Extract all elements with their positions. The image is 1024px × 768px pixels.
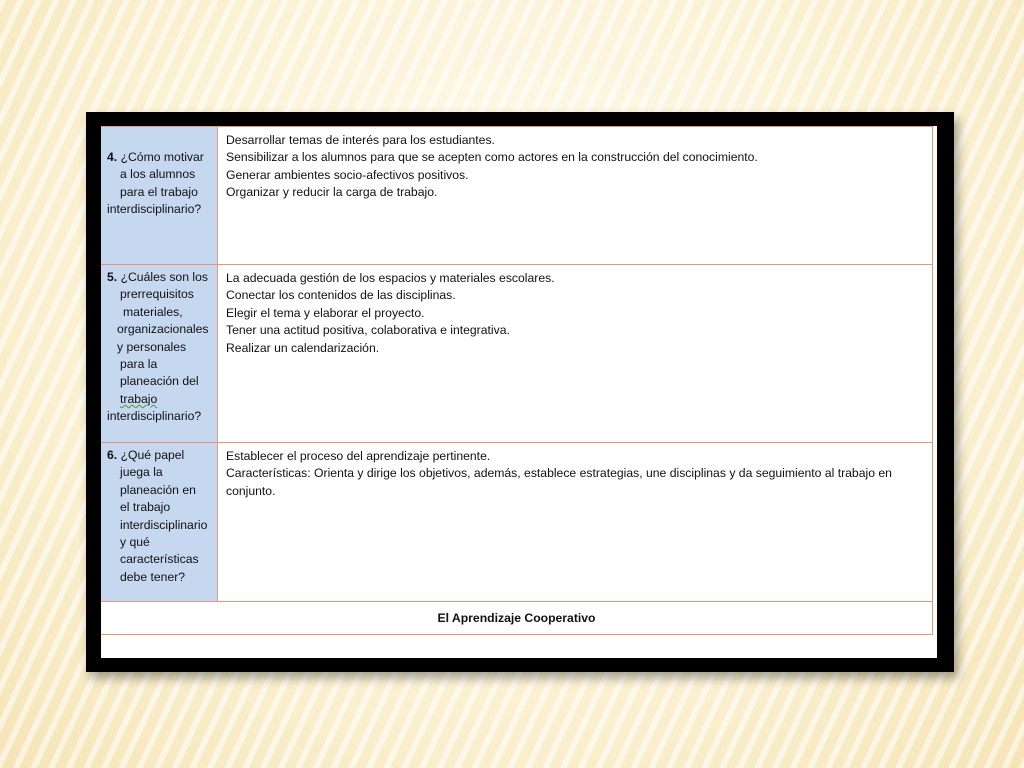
- question-number: 5.: [107, 270, 118, 284]
- question-line: planeación en: [120, 482, 196, 497]
- question-cell: [101, 265, 218, 442]
- question-number: 4.: [107, 150, 118, 164]
- table-row: [101, 126, 933, 265]
- question-line: materiales,: [123, 304, 183, 319]
- answer-line: Establecer el proceso del aprendizaje pertinente.: [226, 449, 491, 463]
- question-line: a los alumnos: [120, 167, 196, 182]
- question-line: para la: [120, 357, 158, 372]
- table-footer: [101, 602, 933, 635]
- question-line: interdisciplinario?: [107, 202, 202, 217]
- answer-line: Características: Orienta y dirige los objetivos, además, establece estrategias, une disciplinas y da seguimiento al trabajo en conjunto.: [226, 466, 892, 498]
- question-cell: [101, 127, 218, 264]
- spellcheck-word: trabajo: [120, 391, 158, 406]
- slide-image-frame: [86, 112, 954, 672]
- questions-table: [101, 126, 933, 635]
- table-row: [101, 443, 933, 602]
- answer-line: Desarrollar temas de interés para los estudiantes.: [226, 133, 495, 147]
- answer-cell: [218, 127, 933, 264]
- question-line: características: [120, 552, 199, 567]
- document-page: [101, 126, 937, 658]
- answer-line: Generar ambientes socio-afectivos positivos.: [226, 167, 469, 182]
- question-line: 6. ¿Qué papel: [107, 448, 185, 462]
- question-line: organizacionales: [117, 322, 209, 337]
- question-line: [107, 391, 213, 408]
- answer-cell: [218, 443, 933, 601]
- question-line: prerrequisitos: [120, 287, 194, 302]
- question-line: planeación del: [120, 374, 199, 389]
- question-line: el trabajo: [120, 500, 171, 515]
- question-line: juega la: [120, 465, 163, 480]
- answer-cell: [218, 265, 933, 442]
- answer-line: La adecuada gestión de los espacios y materiales escolares.: [226, 271, 555, 285]
- answer-line: Tener una actitud positiva, colaborativa e integrativa.: [226, 323, 510, 338]
- question-line: debe tener?: [120, 569, 186, 584]
- question-number: 6.: [107, 448, 118, 462]
- question-line: interdisciplinario: [120, 517, 208, 532]
- footer-title: El Aprendizaje Cooperativo: [437, 611, 596, 625]
- question-line: interdisciplinario?: [107, 409, 202, 424]
- answer-line: Sensibilizar a los alumnos para que se acepten como actores en la construcción del conocimiento.: [226, 150, 758, 165]
- answer-line: Elegir el tema y elaborar el proyecto.: [226, 305, 425, 320]
- question-line: y qué: [120, 535, 150, 550]
- answer-line: Realizar un calendarización.: [226, 340, 380, 355]
- answer-line: Conectar los contenidos de las disciplinas.: [226, 288, 456, 303]
- question-line: para el trabajo: [120, 184, 198, 199]
- question-line: y personales: [117, 339, 187, 354]
- table-row: [101, 265, 933, 443]
- answer-line: Organizar y reducir la carga de trabajo.: [226, 185, 438, 200]
- question-cell: [101, 443, 218, 601]
- question-line: 4. ¿Cómo motivar: [107, 150, 204, 164]
- question-line: 5. ¿Cuáles son los: [107, 270, 208, 284]
